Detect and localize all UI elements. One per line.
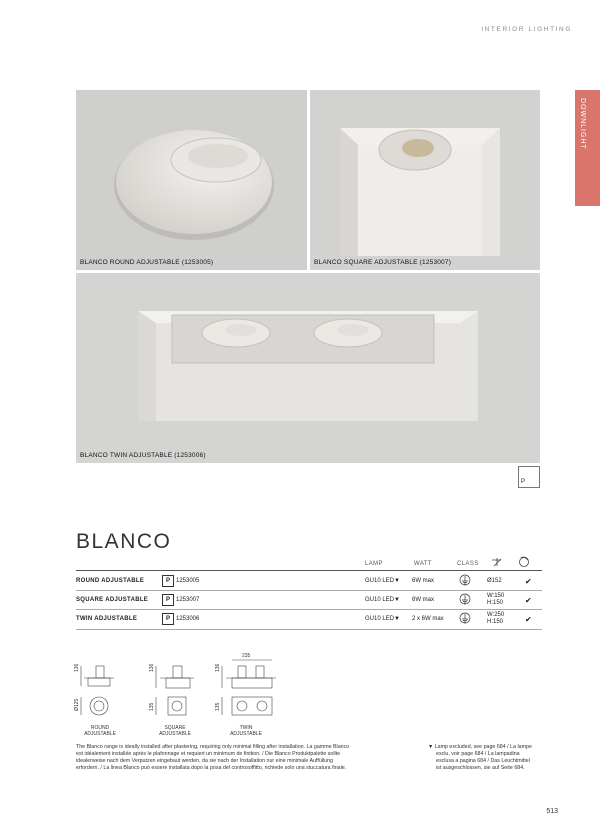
row-lamp: GU10 LED▼	[365, 578, 400, 584]
diagram-label: TWIN ADJUSTABLE	[230, 725, 262, 737]
class-earth-icon	[459, 593, 471, 605]
row-adjustable-tick: ✔	[525, 615, 532, 624]
dim-depth: 135	[215, 702, 221, 711]
beam-angle-icon	[491, 557, 503, 567]
diagram-label: SQUARE ADJUSTABLE	[159, 725, 191, 737]
dim-height: 136	[149, 663, 155, 672]
adjustable-icon	[518, 556, 530, 568]
twin-drawing	[222, 660, 276, 715]
product-badge: P	[518, 466, 540, 488]
row-watt: 6W max	[412, 578, 435, 584]
section-header: INTERIOR LIGHTING	[481, 26, 572, 33]
table-rule	[76, 570, 542, 571]
row-p-badge: P	[162, 613, 174, 625]
lamp-footnote: ▼ Lamp excluded, see page 684 / La lampe exclu, voir page 684 / La lampadina esclusa a pagina 684 / Das Leuchtmittel ist ausgeschlossen, sie auf Seite 684.	[428, 744, 532, 771]
side-tab-downlight	[575, 90, 600, 206]
photo-caption: BLANCO ROUND ADJUSTABLE (1253005)	[80, 259, 214, 266]
square-drawing	[156, 666, 194, 715]
col-watt: WATT	[414, 561, 432, 567]
table-row	[76, 593, 542, 609]
dim-height: 136	[215, 663, 221, 672]
row-name: ROUND ADJUSTABLE	[76, 578, 145, 584]
twin-fitting-image	[76, 273, 540, 463]
row-code: 1253005	[176, 578, 200, 584]
row-p-badge: P	[162, 575, 174, 587]
row-adjustable-tick: ✔	[525, 577, 532, 586]
col-lamp: LAMP	[365, 561, 383, 567]
photo-caption: BLANCO TWIN ADJUSTABLE (1253006)	[80, 452, 206, 459]
photo-round-adjustable	[76, 90, 307, 270]
row-watt: 2 x 6W max	[412, 616, 444, 622]
class-earth-icon	[459, 574, 471, 586]
dim-depth: 135	[149, 702, 155, 711]
table-divider	[76, 590, 542, 591]
page-number: 513	[546, 808, 558, 815]
row-name: SQUARE ADJUSTABLE	[76, 597, 149, 603]
dim-height: 136	[74, 663, 80, 672]
table-row	[76, 612, 542, 628]
table-divider	[76, 629, 542, 630]
side-tab-label: DOWNLIGHT	[579, 98, 586, 150]
table-divider	[76, 609, 542, 610]
row-watt: 6W max	[412, 597, 435, 603]
row-dimension: W:250 H:150	[487, 612, 505, 625]
round-fitting-image	[76, 90, 307, 270]
row-dimension: W:150 H:150	[487, 593, 505, 606]
square-fitting-image	[310, 90, 540, 270]
dim-depth: Ø125	[74, 698, 80, 711]
row-code: 1253007	[176, 597, 200, 603]
row-lamp: GU10 LED▼	[365, 597, 400, 603]
row-p-badge: P	[162, 594, 174, 606]
technical-drawings	[76, 650, 306, 722]
table-row	[76, 574, 542, 590]
photo-square-adjustable	[310, 90, 540, 270]
class-earth-icon	[459, 612, 471, 624]
dim-width: 235	[242, 653, 251, 659]
description-text: The Blanco range is ideally installed after plastering, requiring only minimal filling after installation. La gamme Blanco est idéalement installée après le plafonnage et requiert un minimum de finition. / Die Blanco Produktpalette sollte idealerweise nach dem Verputzen eingebaut werden, da sie nach der Installation nur eine minimale Auffüllung erfordern. / La linea Blanco può essere installata dopo la posa del controsoffitto, richiede solo una stuccatura finale.	[76, 744, 350, 771]
row-name: TWIN ADJUSTABLE	[76, 616, 138, 622]
round-drawing	[81, 666, 114, 715]
photo-twin-adjustable	[76, 273, 540, 463]
product-title: BLANCO	[76, 530, 172, 553]
diagram-label: ROUND ADJUSTABLE	[84, 725, 116, 737]
row-dimension: Ø152	[487, 578, 502, 584]
row-lamp: GU10 LED▼	[365, 616, 400, 622]
row-code: 1253006	[176, 616, 200, 622]
photo-caption: BLANCO SQUARE ADJUSTABLE (1253007)	[314, 259, 452, 266]
col-class: CLASS	[457, 561, 479, 567]
row-adjustable-tick: ✔	[525, 596, 532, 605]
